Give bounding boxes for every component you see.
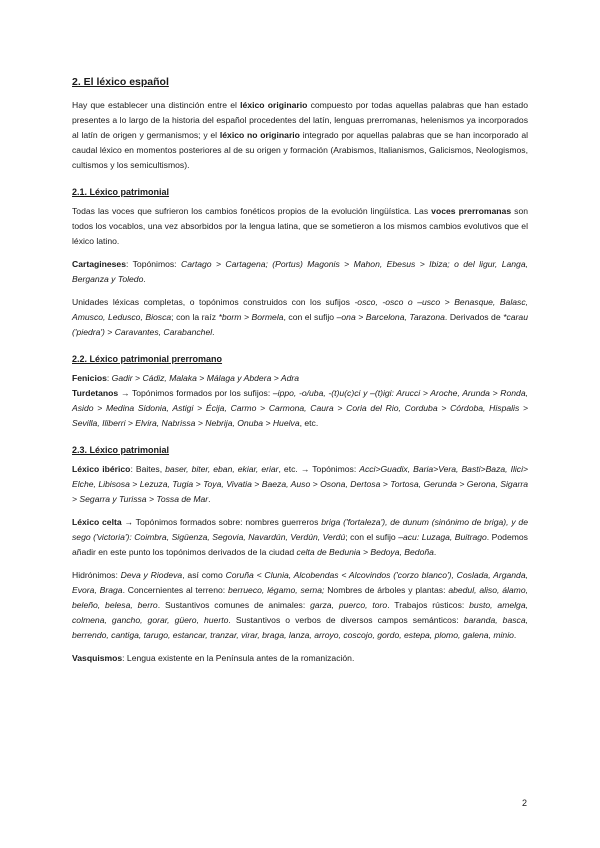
- paragraph: Léxico celta → Topónimos formados sobre: nombres guerreros briga ('fortaleza'), de dunum (sinónimo de briga), y de sego ('victoria'): Coimbra, Sigüenza, Segovia, Navardún, Verdún, Verdú; con el sufijo –acu: Luzaga, Buitrago. Podemos añadir en este punto los topónimos derivados de la ciudad celta de Bedunia > Bedoya, Bedoña.: [72, 517, 528, 557]
- paragraph: Todas las voces que sufrieron los cambios fonéticos propios de la evolución lingüística. Las voces prerromanas son todos los vocablos, una vez absorbidos por la lengua latina, que se sometieron a los mismos cambios evolutivos que el léxico latino.: [72, 206, 529, 246]
- paragraph: Vasquismos: Lengua existente en la Península antes de la romanización.: [72, 653, 355, 663]
- subsection-2-3: [72, 445, 528, 666]
- subsection-title: 2.1. Léxico patrimonial: [72, 187, 170, 197]
- page-number: 2: [522, 798, 528, 808]
- paragraph: Cartagineses: Topónimos: Cartago > Cartagena; (Portus) Magonis > Mahon, Ebesus > Ibiza; o del ligur, Langa, Berganza y Toledo.: [72, 259, 528, 284]
- subsection-title: 2.2. Léxico patrimonial prerromano: [72, 354, 223, 364]
- section-title: 2. El léxico español: [72, 76, 169, 88]
- intro-paragraph: Hay que establecer una distinción entre el léxico originario compuesto por todas aquellas palabras que han estado presentes a lo largo de la historia del español procedentes del latín, lenguas prerromanas, helenismos ya incorporados al latín de origen y germanismos; y el léxico no originario integrado por aquellas palabras que se han incorporado al caudal léxico en momentos posteriores al de su origen y formación (Arabismos, Italianismos, Galicismos, Neologismos, cultismos y los semicultismos).: [72, 100, 529, 170]
- subsection-2-2: [72, 354, 528, 431]
- paragraph: Unidades léxicas completas, o topónimos construidos con los sufijos -osco, -osco o –usco > Benasque, Balasc, Amusco, Ledusco, Biosca; con la raíz *borm > Bormela, con el sufijo –ona > Barcelona, Tarazona. Derivados de *carau ('piedra') > Caravantes, Carabanchel.: [72, 297, 529, 337]
- subsection-title: 2.3. Léxico patrimonial: [72, 445, 170, 455]
- paragraph: Turdetanos → Topónimos formados por los sufijos: –ippo, -o/uba, -(t)u(c)ci y –(t)igi: Arucci > Aroche, Arunda > Ronda, Asido > Medina Sidonia, Astigi > Écija, Carmo > Carmona, Caura > Coria del Rio, Corduba > Córdoba, Hispalis > Sevilla, Iliberri > Elvira, Nabrissa > Nebrija, Onuba > Huelva, etc.: [72, 388, 528, 428]
- paragraph: Léxico ibérico: Baites, baser, biter, eban, ekiar, eriar, etc. → Topónimos: Acci>Guadix, Baria>Vera, Basti>Baza, Ilici> Elche, Libisosa > Lezuza, Tugia > Toya, Vivatia > Baeza, Auso > Osona, Dertosa > Tortosa, Gerunda > Gerona, Sigarra > Segarra y Turissa > Tossa de Mar.: [72, 464, 529, 504]
- paragraph: Hidrónimos: Deva y Riodeva, así como Coruña < Clunia, Alcobendas < Alcovindos ('corzo blanco'), Coslada, Arganda, Evora, Braga. Concernientes al terreno: berrueco, légamo, serna; Nombres de árboles y plantas: abedul, aliso, álamo, beleño, belesa, berro. Sustantivos comunes de animales: garza, puerco, toro. Trabajos rústicos: busto, amelga, colmena, gancho, gorar, güero, huerto. Sustantivos o verbos de diversos campos semánticos: baranda, basca, berrendo, cantiga, tarugo, estancar, tranzar, virar, braga, lanza, arroyo, coscojo, gordo, estepa, plomo, galena, minio.: [72, 570, 528, 640]
- document-page: [72, 64, 528, 666]
- paragraph: Fenicios: Gadir > Cádiz, Malaka > Málaga y Abdera > Adra: [72, 373, 299, 383]
- subsection-2-1: [72, 187, 528, 340]
